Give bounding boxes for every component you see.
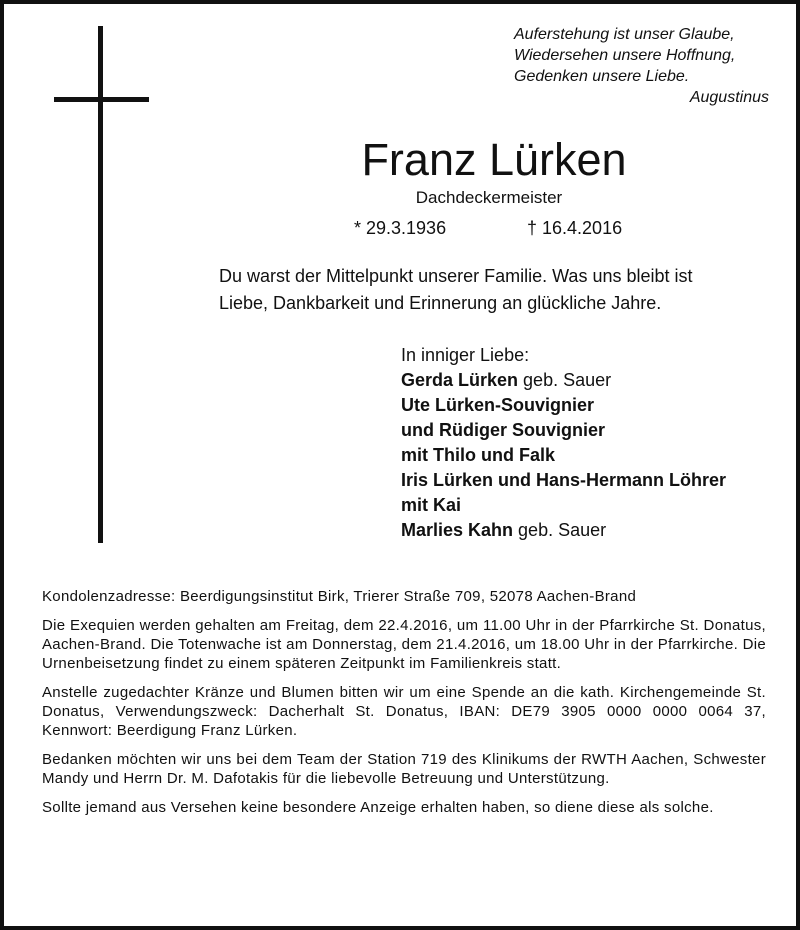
- motto-line: Gedenken unsere Liebe.: [514, 68, 690, 85]
- motto-line: Auferstehung ist unser Glaube,: [514, 26, 735, 43]
- farewell-line: Du warst der Mittelpunkt unserer Familie. Was uns bleibt ist: [219, 266, 693, 286]
- donation-paragraph: Anstelle zugedachter Kränze und Blumen bitten wir um eine Spende an die kath. Kirchengemeinde St. Donatus, Verwendungszweck: Dacherhalt St. Donatus, IBAN: DE79 3905 0000 0000 0064 37, Kennwort: Beerdigung Franz Lürken.: [42, 684, 766, 739]
- mourner-name: mit Thilo und Falk: [401, 445, 555, 465]
- exequies-paragraph: Die Exequien werden gehalten am Freitag, dem 22.4.2016, um 11.00 Uhr in der Pfarrkirche St. Donatus, Aachen-Brand. Die Totenwache ist am Donnerstag, dem 21.4.2016, um 18.00 Uhr in der Pfarrkirche. Die Urnenbeisetzung findet zu einem späteren Zeitpunkt im Familienkreis statt.: [42, 617, 766, 672]
- thanks-paragraph: Bedanken möchten wir uns bei dem Team der Station 719 des Klinikums der RWTH Aachen, Schwester Mandy und Herrn Dr. M. Dafotakis für die liebevolle Betreuung und Unterstützung.: [42, 751, 766, 787]
- mourner-name: mit Kai: [401, 495, 462, 515]
- mourner-row: [401, 518, 791, 543]
- notice-paragraph: Sollte jemand aus Versehen keine besondere Anzeige erhalten haben, so diene diese als solche.: [42, 799, 714, 816]
- mourner-name: Iris Lürken und Hans-Hermann Löhrer: [401, 470, 727, 490]
- mourners-list: [401, 343, 791, 543]
- mourner-note: geb. Sauer: [518, 370, 612, 390]
- mourner-row: [401, 393, 791, 418]
- death-date: † 16.4.2016: [527, 218, 623, 238]
- mourner-name: Ute Lürken-Souvignier: [401, 395, 595, 415]
- info-section: [42, 587, 766, 827]
- mourners-intro: In inniger Liebe:: [401, 345, 530, 365]
- condolence-address: Kondolenzadresse: Beerdigungsinstitut Birk, Trierer Straße 709, 52078 Aachen-Brand: [42, 588, 637, 605]
- mourner-note: geb. Sauer: [513, 520, 607, 540]
- motto-line: Wiedersehen unsere Hoffnung,: [514, 47, 736, 64]
- farewell-text: [219, 263, 784, 317]
- motto-quote: [514, 24, 769, 108]
- mourner-row: [401, 468, 791, 493]
- mourner-name: Gerda Lürken: [401, 370, 519, 390]
- mourner-row: [401, 418, 791, 443]
- birth-date: * 29.3.1936: [354, 218, 447, 238]
- mourner-row: [401, 443, 791, 468]
- mourner-row: [401, 493, 791, 518]
- mourner-name: und Rüdiger Souvignier: [401, 420, 606, 440]
- cross-icon-horizontal-bar: [54, 97, 149, 102]
- cross-icon-vertical-bar: [98, 26, 103, 543]
- mourner-row: [401, 368, 791, 393]
- motto-author: Augustinus: [689, 89, 769, 106]
- deceased-profession: Dachdeckermeister: [415, 188, 563, 207]
- farewell-line: Liebe, Dankbarkeit und Erinnerung an glückliche Jahre.: [219, 293, 662, 313]
- mourner-name: Marlies Kahn: [401, 520, 514, 540]
- deceased-name: Franz Lürken: [361, 134, 627, 185]
